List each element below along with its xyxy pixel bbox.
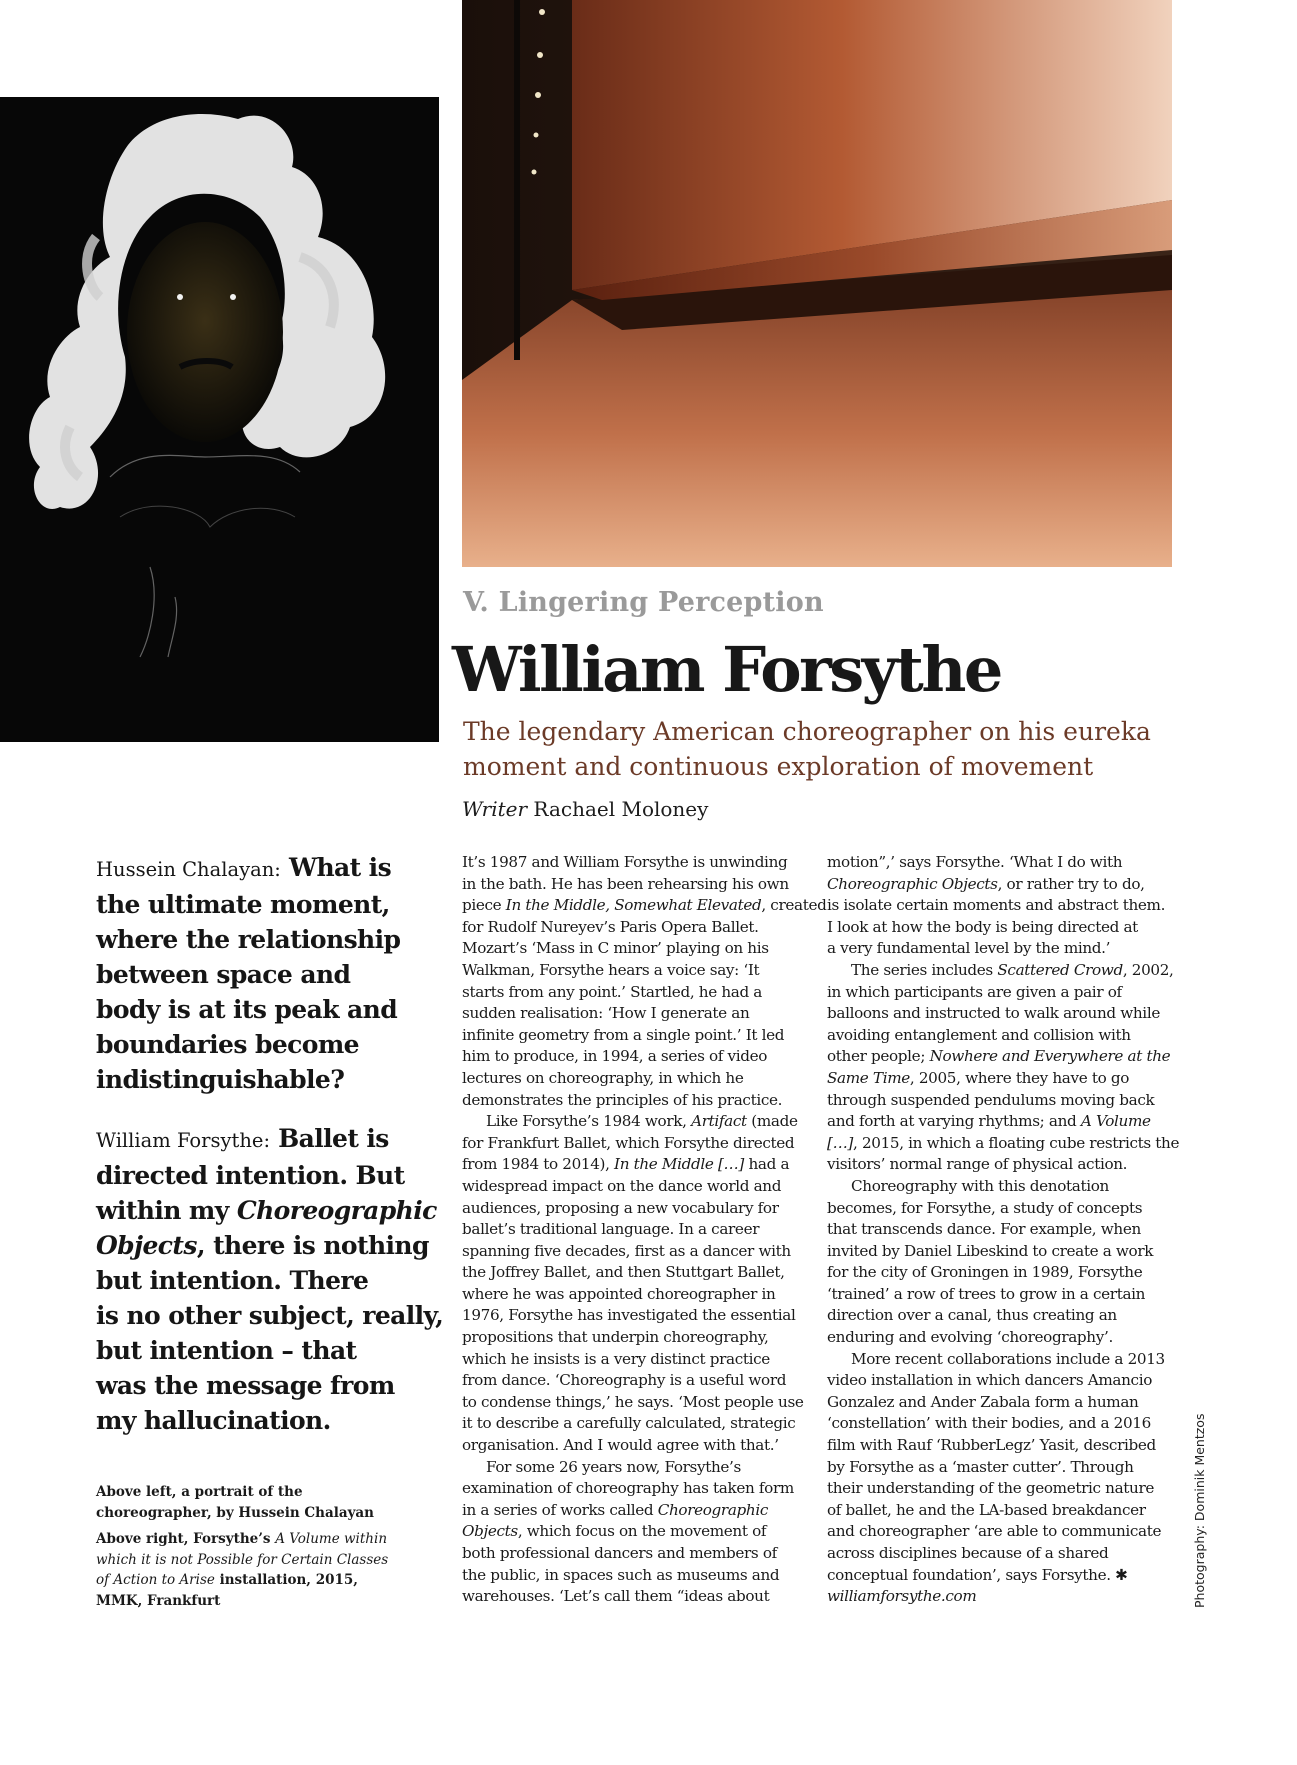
body-line: through suspended pendulums moving back [827, 1090, 1155, 1109]
body-line [827, 1565, 1179, 1587]
body-fragment: , 2005, where they have to go [909, 1068, 1130, 1087]
body-line: which he insists is a very distinct practice [462, 1349, 770, 1368]
body-fragment: Like Forsythe’s 1984 work, [486, 1112, 687, 1131]
quote-line: but intention – that [96, 1336, 357, 1365]
body-line: propositions that underpin choreography, [462, 1328, 769, 1347]
caption-fragment: Above right, Forsythe’s [96, 1531, 271, 1547]
body-line: Walkman, Forsythe hears a voice say: ‘It [462, 960, 760, 979]
caption-fragment: installation, 2015, [219, 1572, 358, 1588]
caption-fragment-italic: A Volume within [275, 1531, 388, 1547]
body-fragment-italic: Artifact [691, 1112, 747, 1131]
quote-line [96, 850, 446, 887]
body-line: I look at how the body is being directed at [827, 917, 1138, 936]
body-line: in the bath. He has been rehearsing his own [462, 874, 789, 893]
caption-line: MMK, Frankfurt [96, 1592, 221, 1609]
body-line: ballet’s traditional language. In a career [462, 1220, 760, 1239]
caption-fragment-italic: which it is not Possible for Certain Classes [96, 1551, 389, 1568]
body-line: Mozart’s ‘Mass in C minor’ playing on his [462, 939, 769, 958]
quote-fragment-italic: Choreographic [236, 1196, 437, 1225]
body-fragment-italic: Nowhere and Everywhere at the [929, 1047, 1171, 1066]
answer-speaker: William Forsythe: [96, 1129, 271, 1152]
body-fragment: (made [751, 1112, 798, 1131]
body-line: becomes, for Forsythe, a study of concepts [827, 1198, 1143, 1217]
body-line: for Rudolf Nureyev’s Paris Opera Ballet. [462, 917, 759, 936]
body-line: More recent collaborations include a 2013 [851, 1349, 1165, 1368]
standfirst [463, 714, 1163, 784]
body-fragment: , created [761, 896, 827, 915]
body-line: warehouses. ‘Let’s call them “ideas about [462, 1587, 770, 1606]
body-line: balloons and instructed to walk around while [827, 1004, 1160, 1023]
body-fragment-italic: Choreographic [657, 1500, 768, 1519]
body-column-2 [827, 852, 1179, 1608]
body-line: across disciplines because of a shared [827, 1544, 1109, 1562]
body-line: 1976, Forsythe has investigated the essential [462, 1306, 796, 1325]
body-line [827, 874, 1179, 896]
quote-line: boundaries become [96, 1030, 359, 1059]
section-label: V. Lingering Perception [463, 587, 824, 618]
body-line [462, 1154, 826, 1176]
standfirst-line: moment and continuous exploration of movement [463, 752, 1094, 781]
body-line: where he was appointed choreographer in [462, 1284, 776, 1303]
body-line: demonstrates the principles of his practice. [462, 1090, 783, 1109]
standfirst-line: The legendary American choreographer on his eureka [463, 717, 1151, 746]
body-line: of ballet, he and the LA-based breakdancer [827, 1500, 1146, 1519]
quote-line: is no other subject, really, [96, 1301, 444, 1330]
caption-line [96, 1529, 396, 1550]
portrait-illustration [0, 97, 439, 742]
body-line: that transcends dance. For example, when [827, 1220, 1141, 1239]
body-line: audiences, proposing a new vocabulary for [462, 1198, 779, 1217]
body-fragment: piece [462, 896, 502, 915]
caption-right [96, 1529, 396, 1611]
body-fragment-italic: Choreographic Objects [827, 874, 998, 893]
quote-line: between space and [96, 960, 351, 989]
body-line [462, 895, 826, 917]
body-line: Choreography with this denotation [851, 1176, 1109, 1195]
quote-line: was the message from [96, 1371, 395, 1400]
body-line [462, 1521, 826, 1543]
image-captions [96, 1482, 396, 1611]
body-fragment: , which focus on the movement of [517, 1522, 767, 1541]
body-fragment: conceptual foundation’, says Forsythe. [827, 1565, 1111, 1584]
quote-line: my hallucination. [96, 1406, 331, 1435]
quote-line: body is at its peak and [96, 995, 398, 1024]
body-line: video installation in which dancers Amancio [827, 1371, 1153, 1390]
body-line: sudden realisation: ‘How I generate an [462, 1004, 750, 1023]
body-line: invited by Daniel Libeskind to create a work [827, 1241, 1154, 1260]
byline-label: Writer [462, 797, 528, 821]
body-fragment-italic: In the Middle, Somewhat Elevated [505, 896, 762, 915]
body-line: ‘constellation’ with their bodies, and a 2016 [827, 1414, 1151, 1433]
website-link[interactable] [827, 1586, 1179, 1608]
body-line: It’s 1987 and William Forsythe is unwinding [462, 853, 788, 871]
body-line: from dance. ‘Choreography is a useful word [462, 1371, 787, 1390]
body-fragment-italic: A Volume [1080, 1112, 1151, 1131]
quote-line: the ultimate moment, [96, 890, 390, 919]
body-column-1 [462, 852, 826, 1608]
body-line: infinite geometry from a single point.’ It led [462, 1025, 785, 1044]
body-line [462, 1111, 826, 1133]
caption-line [96, 1550, 396, 1571]
body-fragment: in a series of works called [462, 1500, 654, 1519]
body-fragment: , 2015, in which a floating cube restricts the [853, 1133, 1180, 1152]
body-fragment-italic: Objects [462, 1522, 518, 1541]
byline-name: Rachael Moloney [533, 797, 709, 821]
body-line: spanning five decades, first as a dancer with [462, 1241, 791, 1260]
body-line: enduring and evolving ‘choreography’. [827, 1328, 1113, 1347]
quote-fragment: within my [96, 1196, 229, 1225]
body-line: it to describe a carefully calculated, strategic [462, 1414, 796, 1433]
portrait-image [0, 97, 439, 742]
end-mark-icon: ✱ [1115, 1565, 1128, 1584]
byline [462, 797, 708, 821]
body-line: ‘trained’ a row of trees to grow in a certain [827, 1284, 1146, 1303]
body-line [827, 1068, 1179, 1090]
body-fragment-italic: Same Time [827, 1068, 910, 1087]
quote-fragment: What is [288, 853, 392, 882]
body-line: both professional dancers and members of [462, 1544, 777, 1562]
body-line: lectures on choreography, in which he [462, 1068, 744, 1087]
installation-photo [462, 0, 1172, 567]
body-line [827, 960, 1179, 982]
quote-line: directed intention. But [96, 1161, 405, 1190]
quote-fragment-italic: Objects [96, 1231, 197, 1260]
body-line: their understanding of the geometric nature [827, 1479, 1155, 1498]
body-line [827, 1133, 1179, 1155]
body-line: direction over a canal, thus creating an [827, 1306, 1117, 1325]
body-line: in which participants are given a pair of [827, 982, 1122, 1001]
body-line: for Frankfurt Ballet, which Forsythe directed [462, 1133, 795, 1152]
body-line: him to produce, in 1994, a series of video [462, 1047, 768, 1066]
caption-fragment-italic: of Action to Arise [96, 1572, 215, 1588]
body-line: to condense things,’ he says. ‘Most people use [462, 1392, 804, 1411]
quote-line: but intention. There [96, 1266, 369, 1295]
installation-image [462, 0, 1172, 567]
quote-line [96, 1193, 446, 1228]
body-fragment: The series includes [851, 960, 993, 979]
body-line: is isolate certain moments and abstract them. [827, 896, 1166, 915]
body-line: motion”,’ says Forsythe. ‘What I do with [827, 853, 1123, 871]
body-fragment-italic: Scattered Crowd [997, 960, 1123, 979]
caption-line: choreographer, by Hussein Chalayan [96, 1504, 374, 1521]
quote-line [96, 1228, 446, 1263]
photo-credit: Photography: Dominik Mentzos [1192, 1413, 1207, 1608]
quote-line: where the relationship [96, 925, 401, 954]
body-fragment: , 2002, [1122, 960, 1174, 979]
body-line: by Forsythe as a ‘master cutter’. Through [827, 1457, 1134, 1476]
body-fragment: , or rather try to do, [997, 874, 1145, 893]
website-link-text[interactable]: williamforsythe.com [827, 1587, 977, 1606]
body-line: for the city of Groningen in 1989, Forsythe [827, 1263, 1143, 1282]
body-fragment: other people; [827, 1047, 926, 1066]
body-fragment-italic: In the Middle […] [614, 1155, 744, 1174]
body-fragment: had a [748, 1155, 790, 1174]
body-line: film with Rauf ‘RubberLegz’ Yasit, described [827, 1436, 1156, 1455]
body-line: For some 26 years now, Forsythe’s [486, 1457, 741, 1476]
body-fragment: from 1984 to 2014), [462, 1155, 610, 1174]
body-line: Gonzalez and Ander Zabala form a human [827, 1392, 1139, 1411]
body-line [462, 1500, 826, 1522]
body-line: a very fundamental level by the mind.’ [827, 939, 1111, 958]
body-line: widespread impact on the dance world and [462, 1176, 782, 1195]
article-title: William Forsythe [452, 633, 1001, 706]
body-line: starts from any point.’ Startled, he had a [462, 982, 763, 1001]
answer-block [96, 1121, 446, 1438]
body-line: visitors’ normal range of physical action. [827, 1155, 1128, 1174]
body-line [827, 1046, 1179, 1068]
caption-line: Above left, a portrait of the [96, 1484, 303, 1500]
body-line: and choreographer ‘are able to communicate [827, 1522, 1162, 1541]
body-fragment-italic: […] [827, 1133, 853, 1152]
quote-fragment: , there is nothing [196, 1231, 429, 1260]
caption-left [96, 1482, 396, 1523]
quote-line: indistinguishable? [96, 1065, 345, 1094]
body-line: organisation. And I would agree with that.’ [462, 1436, 779, 1455]
body-line: the Joffrey Ballet, and then Stuttgart Ballet, [462, 1263, 785, 1282]
quote-line [96, 1121, 446, 1158]
question-block [96, 850, 446, 1097]
body-line [827, 1111, 1179, 1133]
question-speaker: Hussein Chalayan: [96, 858, 281, 881]
body-line: examination of choreography has taken form [462, 1479, 794, 1498]
caption-line [96, 1570, 396, 1591]
quote-fragment: Ballet is [278, 1124, 389, 1153]
body-line: the public, in spaces such as museums and [462, 1565, 780, 1584]
body-line: avoiding entanglement and collision with [827, 1025, 1131, 1044]
pull-quote [96, 850, 446, 1438]
body-fragment: and forth at varying rhythms; and [827, 1112, 1077, 1131]
